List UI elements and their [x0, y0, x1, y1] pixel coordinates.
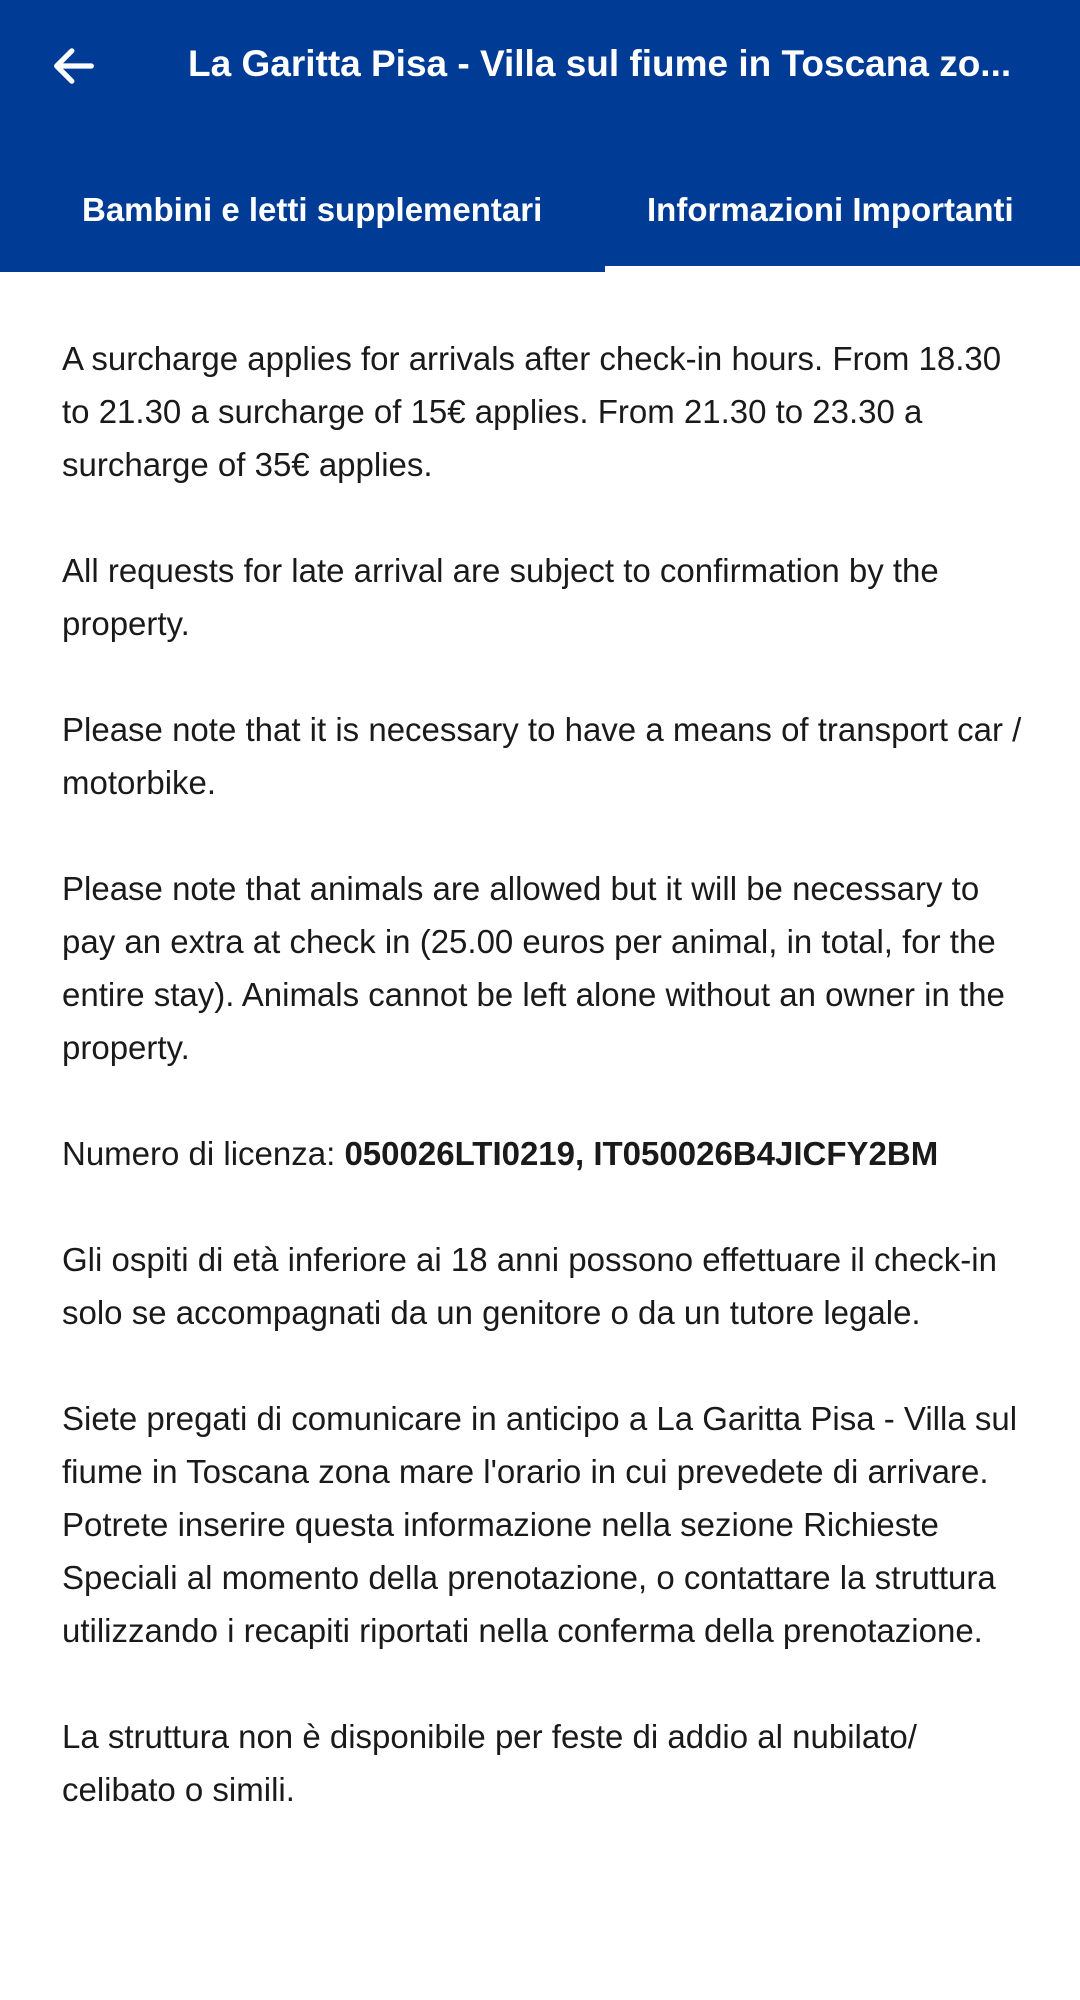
tab-important-info[interactable]: Informazioni Importanti	[647, 191, 1014, 228]
license-info	[62, 1127, 1022, 1180]
paragraph-late-arrival-surcharge: A surcharge applies for arrivals after check-in hours. From 18.30 to 21.30 a surcharge of 15€ applies. From 21.30 to 23.30 a surcharge of 35€ applies.	[62, 340, 1002, 483]
page-title: La Garitta Pisa - Villa sul fiume in Toscana zo...	[188, 43, 1012, 84]
tab-children-extra-beds[interactable]: Bambini e letti supplementari	[82, 191, 543, 228]
paragraph-transport: Please note that it is necessary to have a means of transport car / motorbike.	[62, 711, 1022, 801]
paragraph-arrival-time: Siete pregati di comunicare in anticipo a La Garitta Pisa - Villa sul fiume in Toscana zona mare l'orario in cui prevedete di arrivare. Potrete inserire questa informazione nella sezione Richieste Speciali al momento della prenotazione, o contattare la struttura utilizzando i recapiti riportati nella conferma della prenotazione.	[62, 1400, 1018, 1649]
license-label: Numero di licenza:	[62, 1135, 345, 1172]
paragraph-late-arrival-confirmation: All requests for late arrival are subject to confirmation by the property.	[62, 552, 939, 642]
app-header	[0, 0, 1080, 272]
tab-bar	[0, 170, 1080, 272]
paragraph-animals: Please note that animals are allowed but it will be necessary to pay an extra at check in (25.00 euros per animal, in total, for the entire stay). Animals cannot be left alone without an owner in the property.	[62, 870, 1005, 1066]
top-bar	[0, 0, 1080, 128]
active-tab-indicator	[605, 266, 1080, 272]
back-button[interactable]	[38, 30, 110, 102]
paragraph-minors: Gli ospiti di età inferiore ai 18 anni possono effettuare il check-in solo se accompagnati da un genitore o da un tutore legale.	[62, 1241, 997, 1331]
arrow-left-icon	[48, 40, 100, 92]
important-info-content	[62, 332, 1022, 1816]
paragraph-parties: La struttura non è disponibile per feste di addio al nubilato/ celibato o simili.	[62, 1718, 917, 1808]
license-value: 050026LTI0219, IT050026B4JICFY2BM	[344, 1135, 939, 1172]
